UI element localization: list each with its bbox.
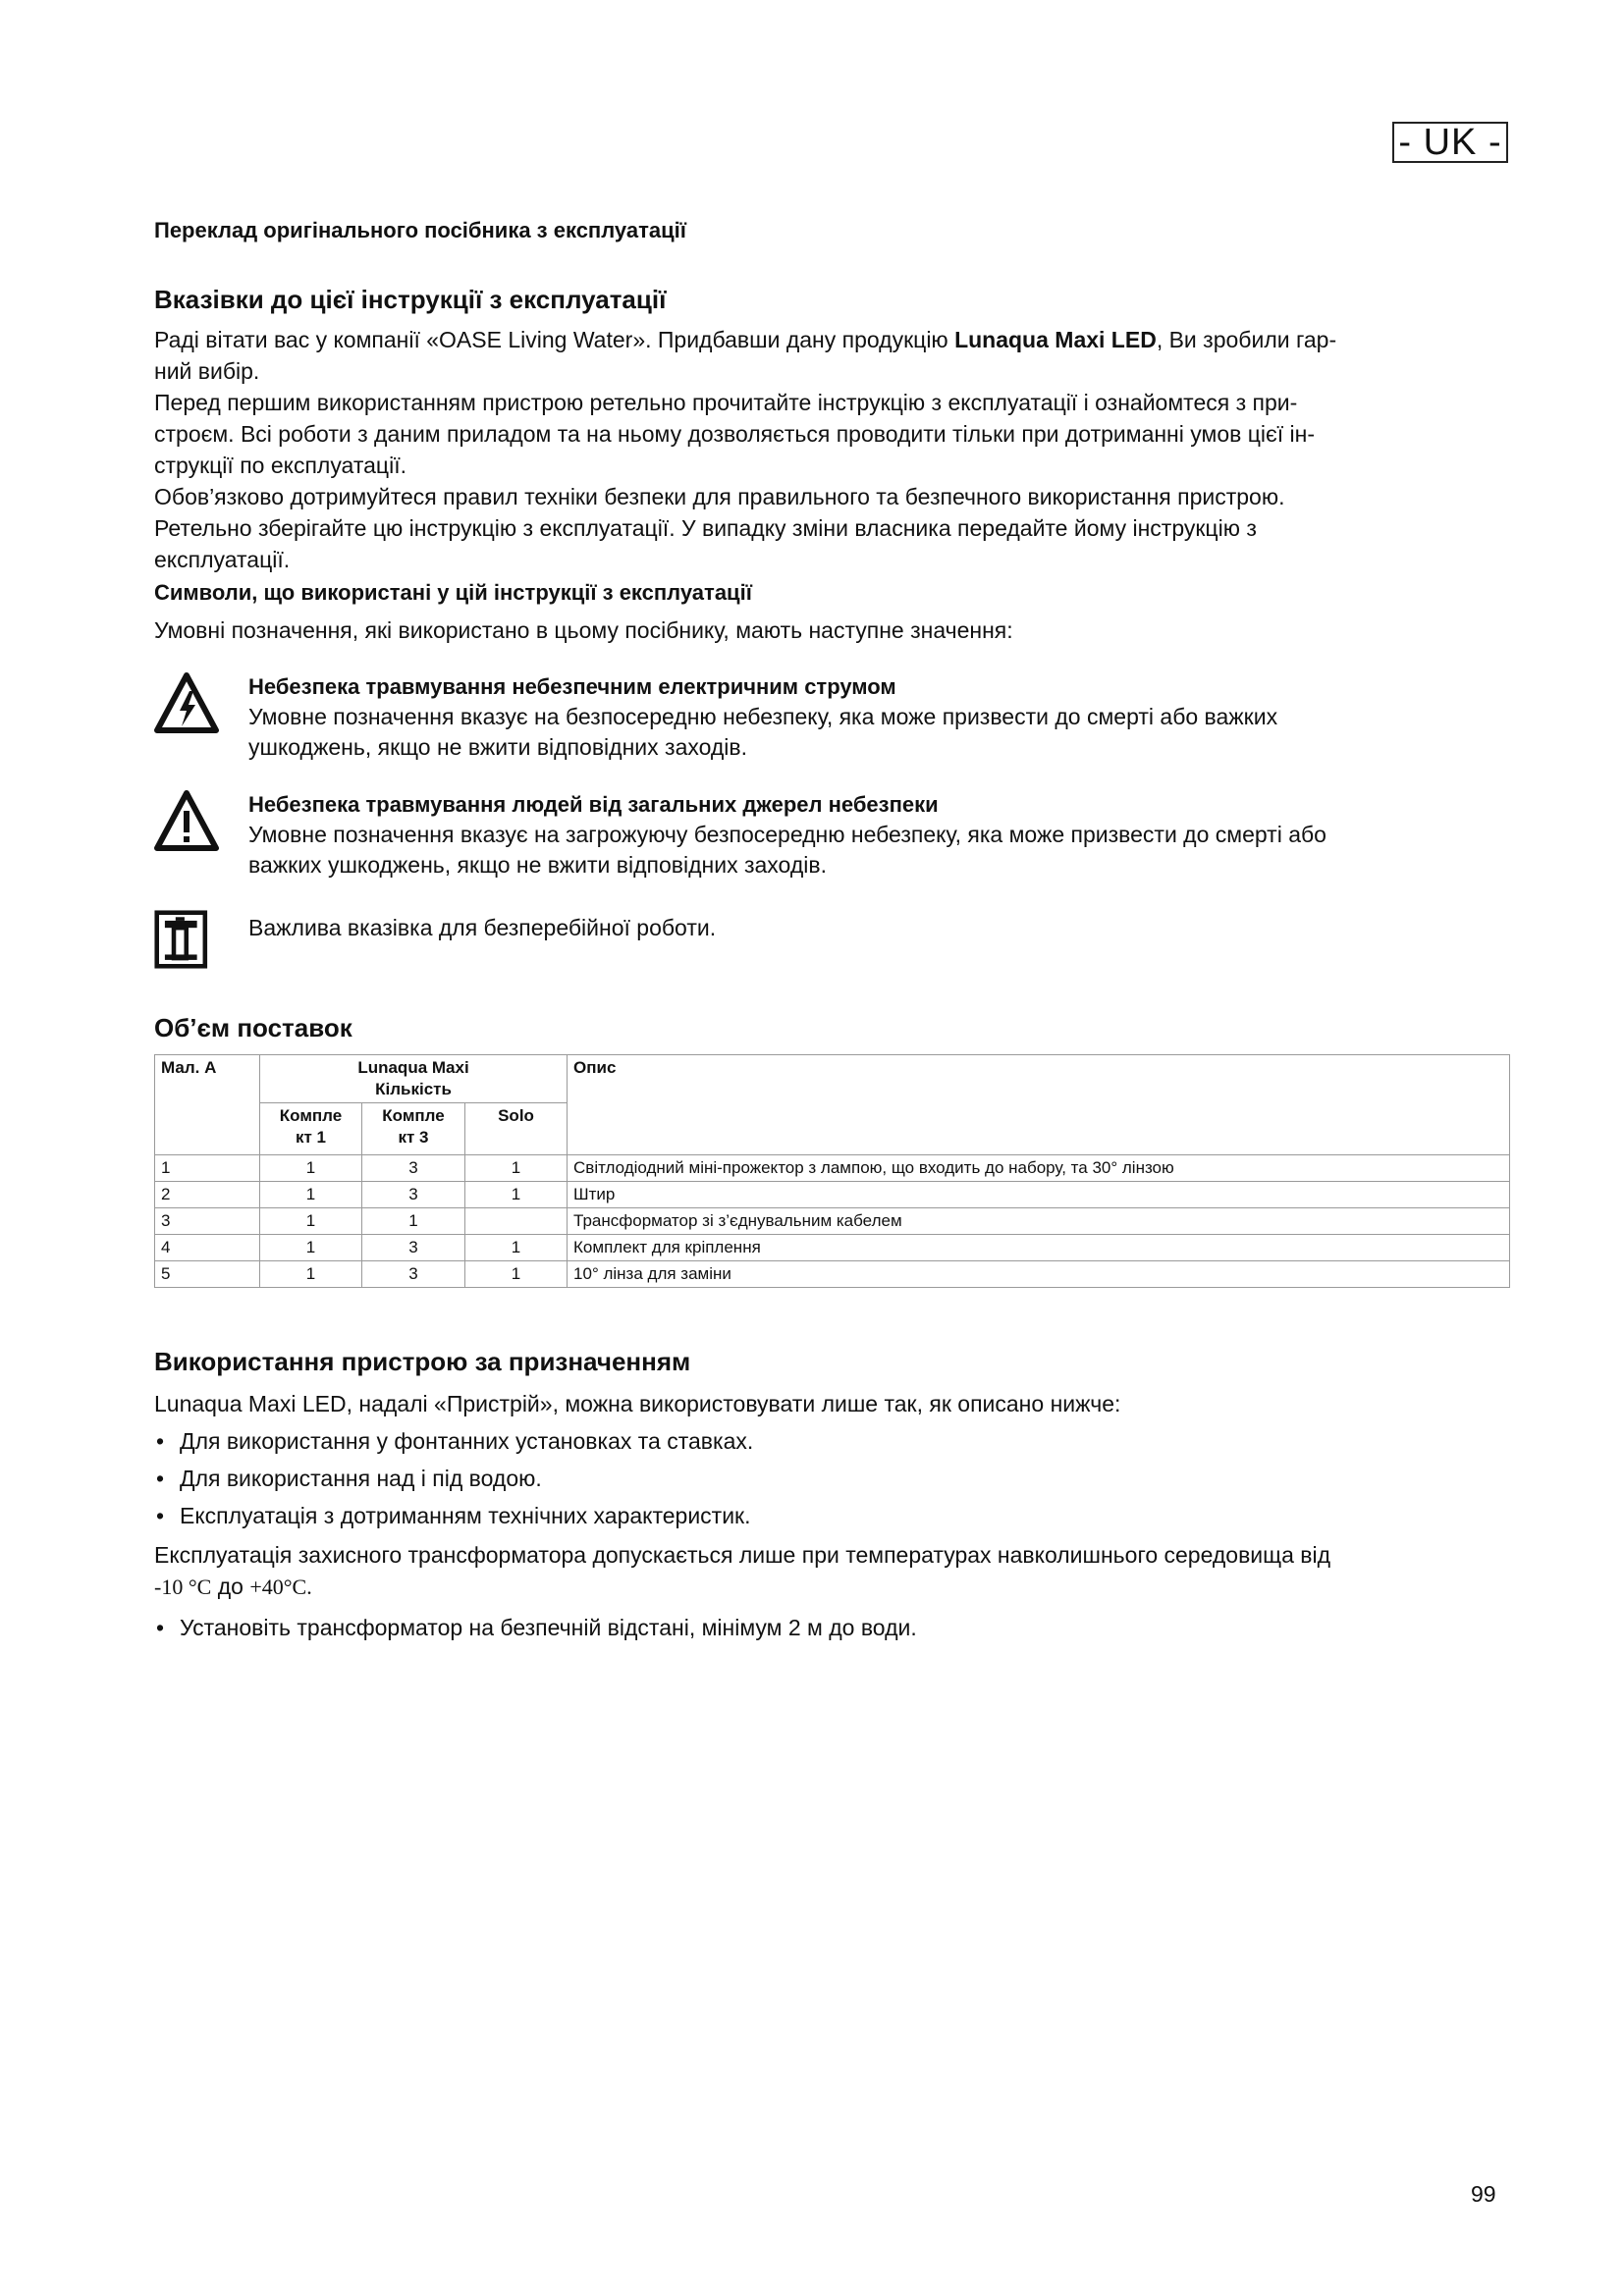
cell-number: 1 — [155, 1155, 260, 1182]
read-manual-line2: строєм. Всі роботи з даним приладом та на ньому дозволяється проводити тільки при дотриманні умов цієї ін- — [154, 421, 1315, 447]
document-subtitle: Переклад оригінального посібника з експлуатації — [154, 218, 686, 242]
cell-description: Комплект для кріплення — [568, 1235, 1510, 1261]
electric-hazard-icon — [154, 671, 219, 736]
symbol-general-line2: важких ушкоджень, якщо не вжити відповідних заходів. — [248, 852, 827, 878]
cell-solo — [465, 1208, 568, 1235]
usage-title: Використання пристрою за призначенням — [154, 1347, 691, 1376]
intro-paragraph — [154, 324, 1509, 575]
transformer-bullet-list — [154, 1612, 1509, 1649]
cell-kit3: 1 — [362, 1208, 465, 1235]
symbol-electric-heading: Небезпека травмування небезпечним електричним струмом — [248, 674, 896, 699]
symbol-electric-text — [248, 671, 1505, 763]
cell-description: 10° лінза для заміни — [568, 1261, 1510, 1288]
table-row — [155, 1235, 1510, 1261]
list-item: • Для використання у фонтанних установках та ставках. — [154, 1425, 1509, 1457]
cell-kit3: 3 — [362, 1155, 465, 1182]
product-name: Lunaqua Maxi LED — [954, 327, 1157, 352]
section-title-instructions: Вказівки до цієї інструкції з експлуатації — [154, 285, 667, 314]
temperature-paragraph — [154, 1539, 1509, 1603]
symbol-electric-line2: ушкоджень, якщо не вжити відповідних заходів. — [248, 734, 748, 760]
cell-number: 2 — [155, 1182, 260, 1208]
intro-text-line2: ний вибір. — [154, 358, 260, 384]
header-fig: Мал. A — [155, 1055, 260, 1155]
header-product — [260, 1055, 568, 1103]
cell-kit1: 1 — [260, 1182, 362, 1208]
cell-kit3: 3 — [362, 1235, 465, 1261]
header-kit3 — [362, 1103, 465, 1155]
cell-solo: 1 — [465, 1182, 568, 1208]
intro-text-c: , Ви зробили гар- — [1156, 327, 1337, 352]
symbols-intro: Умовні позначення, які використано в цьому посібнику, мають наступне значення: — [154, 617, 1013, 643]
page-number: 99 — [1471, 2181, 1496, 2207]
temperature-max: +40°C. — [249, 1575, 312, 1599]
cell-number: 5 — [155, 1261, 260, 1288]
symbol-info-text: Важлива вказівка для безперебійної роботи. — [248, 915, 717, 940]
cell-kit1: 1 — [260, 1208, 362, 1235]
read-manual-line3: струкції по експлуатації. — [154, 453, 406, 478]
safety-paragraph: Обов’язково дотримуйтеся правил техніки безпеки для правильного та безпечного використання пристрою. — [154, 484, 1285, 509]
temperature-min: -10 °C — [154, 1575, 212, 1599]
keep-manual-line1: Ретельно зберігайте цю інструкцію з експлуатації. У випадку зміни власника передайте йому інструкцію з — [154, 515, 1257, 541]
header-kit1 — [260, 1103, 362, 1155]
list-item: • Експлуатація з дотриманням технічних характеристик. — [154, 1500, 1509, 1531]
cell-kit3: 3 — [362, 1261, 465, 1288]
cell-description: Світлодіодний міні-прожектор з лампою, що входить до набору, та 30° лінзою — [568, 1155, 1510, 1182]
table-row — [155, 1208, 1510, 1235]
language-tag: - UK - — [1392, 122, 1508, 163]
symbol-info — [154, 907, 1509, 976]
cell-number: 4 — [155, 1235, 260, 1261]
cell-number: 3 — [155, 1208, 260, 1235]
list-item: • Установіть трансформатор на безпечній відстані, мінімум 2 м до води. — [154, 1612, 1509, 1643]
cell-kit3: 3 — [362, 1182, 465, 1208]
header-kit3-a: Компле — [382, 1106, 445, 1125]
scope-of-delivery-table — [154, 1054, 1510, 1288]
cell-description: Трансформатор зі з’єднувальним кабелем — [568, 1208, 1510, 1235]
cell-solo: 1 — [465, 1261, 568, 1288]
table-row — [155, 1155, 1510, 1182]
cell-solo: 1 — [465, 1235, 568, 1261]
temperature-between: до — [211, 1574, 250, 1599]
symbol-electric-hazard — [154, 671, 1509, 760]
cell-kit1: 1 — [260, 1261, 362, 1288]
symbol-general-line1: Умовне позначення вказує на загрожуючу безпосередню небезпеку, яка може призвести до смерті або — [248, 822, 1326, 847]
symbol-general-hazard — [154, 789, 1509, 878]
temperature-line1: Експлуатація захисного трансформатора допускається лише при температурах навколишнього середовища від — [154, 1542, 1331, 1568]
list-item: • Для використання над і під водою. — [154, 1463, 1509, 1494]
symbol-general-text — [248, 789, 1505, 881]
keep-manual-line2: експлуатації. — [154, 547, 291, 572]
info-icon — [154, 907, 213, 972]
read-manual-line1: Перед першим використанням пристрою ретельно прочитайте інструкцію з експлуатації і ознайомтеся з при- — [154, 390, 1298, 415]
header-quantity: Кількість — [375, 1080, 452, 1098]
symbol-general-heading: Небезпека травмування людей від загальних джерел небезпеки — [248, 792, 939, 817]
table-row — [155, 1182, 1510, 1208]
symbol-electric-line1: Умовне позначення вказує на безпосередню небезпеку, яка може призвести до смерті або важких — [248, 704, 1278, 729]
intro-text-a: Раді вітати вас у компанії «OASE Living Water». Придбавши дану продукцію — [154, 327, 955, 352]
cell-solo: 1 — [465, 1155, 568, 1182]
symbols-title: Символи, що використані у цій інструкції з експлуатації — [154, 580, 752, 605]
header-description: Опис — [568, 1055, 1510, 1155]
cell-kit1: 1 — [260, 1235, 362, 1261]
table-header-row — [155, 1055, 1510, 1103]
cell-description: Штир — [568, 1182, 1510, 1208]
header-kit1-a: Компле — [279, 1106, 343, 1125]
header-product-name: Lunaqua Maxi — [357, 1058, 469, 1077]
usage-intro: Lunaqua Maxi LED, надалі «Пристрій», можна використовувати лише так, як описано нижче: — [154, 1391, 1121, 1416]
header-solo: Solo — [465, 1103, 568, 1155]
cell-kit1: 1 — [260, 1155, 362, 1182]
header-kit1-b: кт 1 — [295, 1128, 326, 1147]
general-hazard-icon — [154, 789, 219, 854]
table-row — [155, 1261, 1510, 1288]
header-kit3-b: кт 3 — [398, 1128, 429, 1147]
scope-title: Об’єм поставок — [154, 1013, 352, 1042]
usage-bullet-list — [154, 1425, 1509, 1537]
